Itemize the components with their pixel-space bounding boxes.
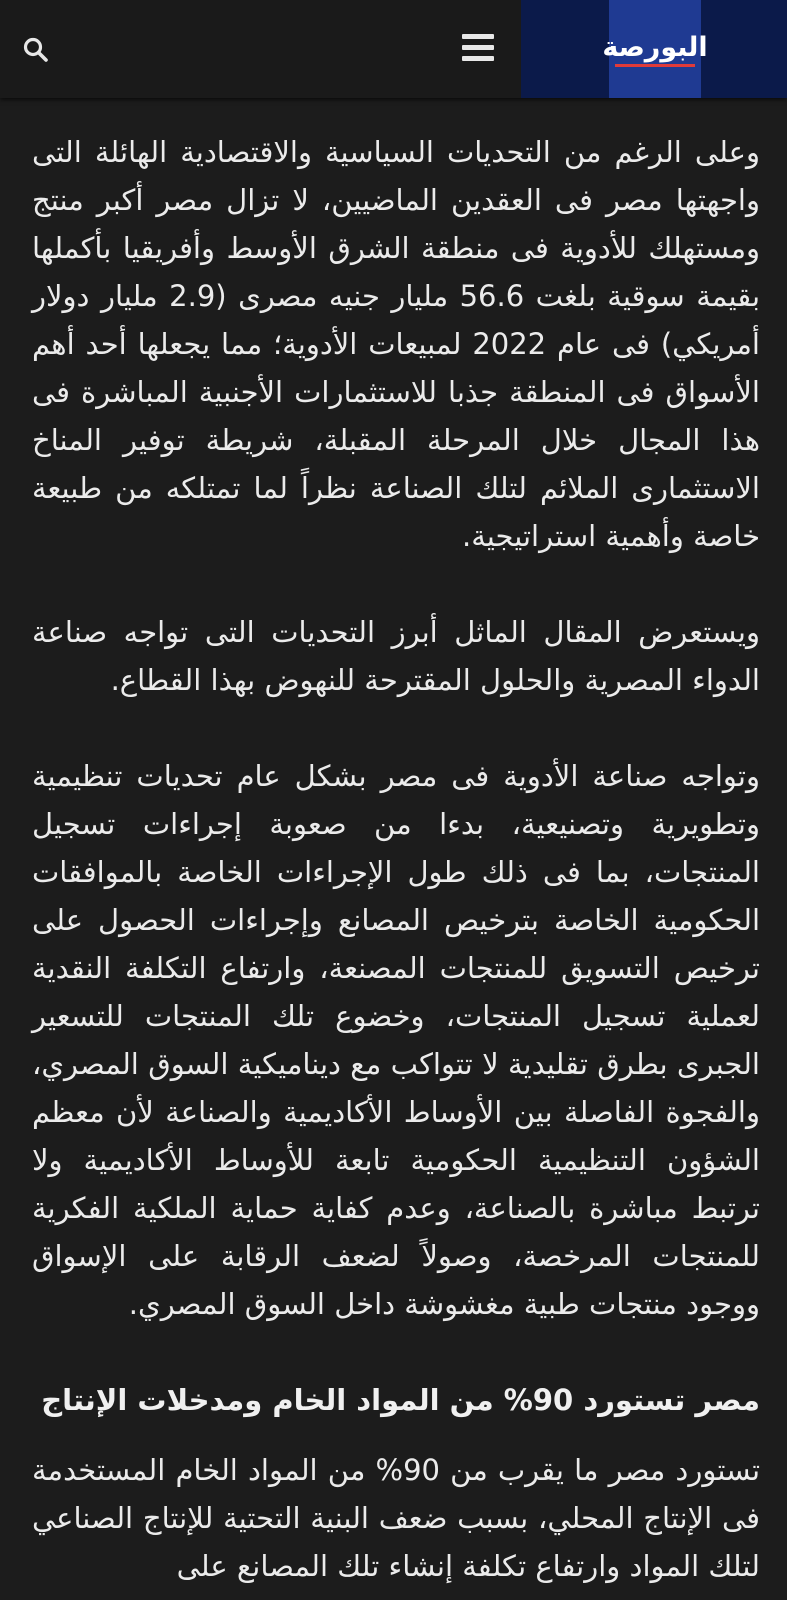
site-logo[interactable] xyxy=(602,0,708,98)
search-button[interactable] xyxy=(22,36,50,64)
menu-line xyxy=(462,34,494,39)
article-body xyxy=(32,128,760,1590)
article-paragraph: تستورد مصر ما يقرب من 90% من المواد الخام المستخدمة فى الإنتاج المحلي، بسبب ضعف البنية التحتية للإنتاج الصناعي لتلك المواد وارتفاع تكلفة إنشاء تلك المصانع على xyxy=(32,1453,761,1583)
logo-text: البورصة xyxy=(602,31,708,63)
top-navigation-bar xyxy=(0,0,787,98)
search-icon xyxy=(22,36,50,64)
menu-line xyxy=(462,56,494,61)
site-logo-area[interactable] xyxy=(521,0,787,98)
article-paragraph: ويستعرض المقال الماثل أبرز التحديات التى تواجه صناعة الدواء المصرية والحلول المقترحة للنهوض بهذا القطاع. xyxy=(32,615,760,697)
article-paragraph: وعلى الرغم من التحديات السياسية والاقتصادية الهائلة التى واجهتها مصر فى العقدين الماضيين، لا تزال مصر أكبر منتج ومستهلك للأدوية فى منطقة الشرق الأوسط وأفريقيا بأكملها بقيمة سوقية بلغت 56.6 مليار جنيه مصرى (2.9 مليار دولار أمريكي) فى عام 2022 لمبيعات الأدوية؛ مما يجعلها أحد أهم الأسواق فى المنطقة جذبا للاستثمارات الأجنبية المباشرة فى هذا المجال خلال المرحلة المقبلة، شريطة توفير المناخ الاستثمارى الملائم لتلك الصناعة نظراً لما تمتلكه من طبيعة خاصة وأهمية استراتيجية. xyxy=(32,135,761,553)
hamburger-menu-icon[interactable] xyxy=(462,32,494,62)
logo-accent-line xyxy=(615,64,695,67)
menu-line xyxy=(462,45,494,50)
article-subheading: مصر تستورد 90% من المواد الخام ومدخلات الإنتاج xyxy=(41,1383,760,1417)
article-paragraph: وتواجه صناعة الأدوية فى مصر بشكل عام تحديات تنظيمية وتطويرية وتصنيعية، بدءا من صعوبة إجراءات تسجيل المنتجات، بما فى ذلك طول الإجراءات الخاصة بالموافقات الحكومية الخاصة بترخيص المصانع وإجراءات الحصول على ترخيص التسويق للمنتجات المصنعة، وارتفاع التكلفة النقدية لعملية تسجيل المنتجات، وخضوع تلك المنتجات للتسعير الجبرى بطرق تقليدية لا تتواكب مع ديناميكية السوق المصري، والفجوة الفاصلة بين الأوساط الأكاديمية والصناعة لأن معظم الشؤون التنظيمية الحكومية تابعة للأوساط الأكاديمية ولا ترتبط مباشرة بالصناعة، وعدم كفاية حماية الملكية الفكرية للمنتجات المرخصة، وصولاً لضعف الرقابة على الإسواق ووجود منتجات طبية مغشوشة داخل السوق المصري. xyxy=(32,759,760,1321)
